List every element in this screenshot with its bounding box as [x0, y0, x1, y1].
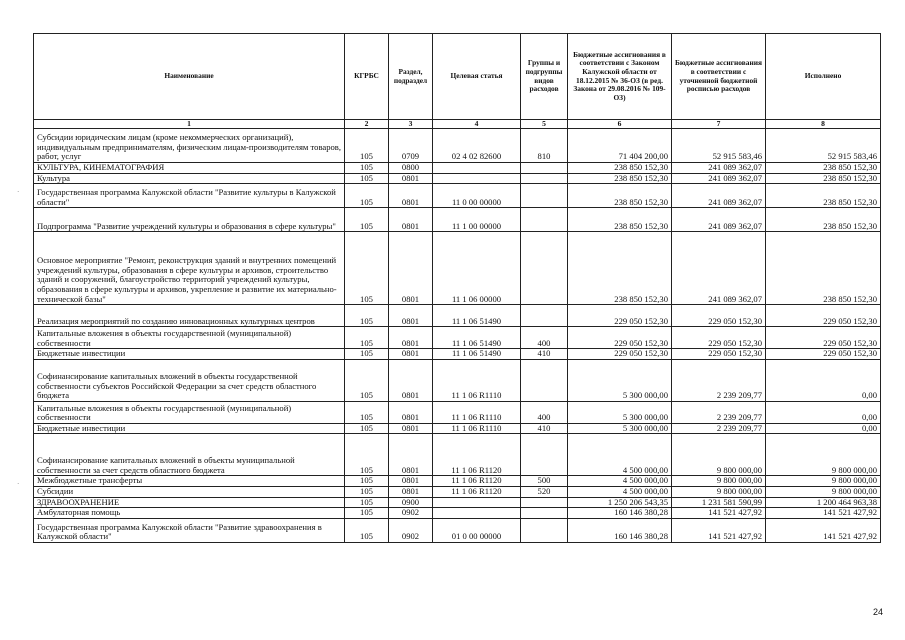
row-assigned-list: 241 089 362,07: [672, 173, 766, 184]
row-assigned-list: 241 089 362,07: [672, 184, 766, 208]
row-section: 0801: [389, 232, 433, 305]
row-assigned-law: 4 500 000,00: [568, 476, 672, 487]
row-executed: 141 521 427,92: [766, 508, 881, 519]
row-group: 400: [521, 327, 568, 349]
row-group: [521, 359, 568, 401]
row-executed: 1 200 464 963,38: [766, 497, 881, 508]
table-row: [34, 508, 881, 519]
table-row: [34, 423, 881, 434]
row-name: Реализация мероприятий по созданию инновационных культурных центров: [34, 305, 345, 327]
row-kgrbs: 105: [345, 434, 389, 476]
row-target: 11 1 06 R1120: [433, 486, 521, 497]
header-group: Группы и подгруппы видов расходов: [521, 34, 568, 120]
row-section: 0801: [389, 486, 433, 497]
header-kgrbs: КГРБС: [345, 34, 389, 120]
row-assigned-list: 2 239 209,77: [672, 359, 766, 401]
row-name: Основное мероприятие "Ремонт, реконструкция зданий и внутренних помещений учреждений культуры, образования в сфере культуры и архивов, строительство зданий и сооружений, благоустройство территорий учреждений культуры, образования в сфере культуры и архивов, укрепление и развитие их материально-технической базы": [34, 232, 345, 305]
table-row: [34, 163, 881, 174]
row-name: Субсидии юридическим лицам (кроме некоммерческих организаций), индивидуальным предпринимателям, физическим лицам-производителям товаров, работ, услуг: [34, 129, 345, 163]
row-executed: 0,00: [766, 359, 881, 401]
row-group: [521, 232, 568, 305]
column-number: 2: [345, 120, 389, 129]
row-section: 0902: [389, 518, 433, 542]
row-kgrbs: 105: [345, 497, 389, 508]
row-assigned-law: 238 850 152,30: [568, 184, 672, 208]
table-row: [34, 401, 881, 423]
table-row: [34, 486, 881, 497]
row-assigned-law: 229 050 152,30: [568, 327, 672, 349]
row-group: [521, 518, 568, 542]
row-assigned-law: 5 300 000,00: [568, 423, 672, 434]
header-assigned-list: Бюджетные ассигнования в соответствии с уточненной бюджетной росписью расходов: [672, 34, 766, 120]
row-name: Культура: [34, 173, 345, 184]
row-assigned-law: 5 300 000,00: [568, 359, 672, 401]
row-assigned-list: 2 239 209,77: [672, 401, 766, 423]
row-kgrbs: 105: [345, 518, 389, 542]
row-assigned-law: 4 500 000,00: [568, 434, 672, 476]
row-section: 0801: [389, 327, 433, 349]
row-assigned-law: 238 850 152,30: [568, 173, 672, 184]
row-section: 0801: [389, 208, 433, 232]
row-section: 0900: [389, 497, 433, 508]
row-assigned-list: 141 521 427,92: [672, 518, 766, 542]
row-assigned-law: 238 850 152,30: [568, 232, 672, 305]
row-target: 11 1 06 51490: [433, 305, 521, 327]
table-row: [34, 359, 881, 401]
row-section: 0902: [389, 508, 433, 519]
row-target: 11 1 00 00000: [433, 208, 521, 232]
column-number: 6: [568, 120, 672, 129]
row-section: 0801: [389, 434, 433, 476]
row-executed: 52 915 583,46: [766, 129, 881, 163]
table-row: [34, 232, 881, 305]
column-number: 3: [389, 120, 433, 129]
row-assigned-list: 241 089 362,07: [672, 208, 766, 232]
budget-table: [33, 33, 881, 543]
row-group: 810: [521, 129, 568, 163]
row-group: 410: [521, 349, 568, 360]
margin-mark: ·: [17, 480, 20, 488]
row-target: 02 4 02 82600: [433, 129, 521, 163]
row-section: 0801: [389, 305, 433, 327]
row-kgrbs: 105: [345, 232, 389, 305]
header-target: Целевая статья: [433, 34, 521, 120]
row-executed: 9 800 000,00: [766, 476, 881, 487]
row-target: [433, 173, 521, 184]
row-target: 11 1 06 R1110: [433, 423, 521, 434]
column-number: 1: [34, 120, 345, 129]
row-kgrbs: 105: [345, 476, 389, 487]
row-executed: 229 050 152,30: [766, 327, 881, 349]
row-kgrbs: 105: [345, 486, 389, 497]
column-number-row: [34, 120, 881, 129]
row-assigned-list: 241 089 362,07: [672, 232, 766, 305]
row-section: 0801: [389, 184, 433, 208]
row-name: Бюджетные инвестиции: [34, 423, 345, 434]
row-target: 11 1 06 R1120: [433, 476, 521, 487]
row-kgrbs: 105: [345, 305, 389, 327]
row-name: Субсидии: [34, 486, 345, 497]
header-executed: Исполнено: [766, 34, 881, 120]
row-target: [433, 508, 521, 519]
row-kgrbs: 105: [345, 208, 389, 232]
row-section: 0801: [389, 401, 433, 423]
table-row: [34, 497, 881, 508]
row-executed: 0,00: [766, 423, 881, 434]
row-section: 0801: [389, 359, 433, 401]
row-section: 0709: [389, 129, 433, 163]
row-kgrbs: 105: [345, 401, 389, 423]
row-assigned-list: 9 800 000,00: [672, 434, 766, 476]
row-kgrbs: 105: [345, 163, 389, 174]
row-section: 0801: [389, 173, 433, 184]
row-group: [521, 305, 568, 327]
page-number: 24: [872, 607, 883, 617]
table-row: [34, 173, 881, 184]
row-target: 11 1 06 R1120: [433, 434, 521, 476]
header-section: Раздел, подраздел: [389, 34, 433, 120]
row-assigned-list: 9 800 000,00: [672, 476, 766, 487]
row-target: [433, 163, 521, 174]
row-executed: 141 521 427,92: [766, 518, 881, 542]
header-name: Наименование: [34, 34, 345, 120]
row-name: Софинансирование капитальных вложений в объекты муниципальной собственности за счет средств областного бюджета: [34, 434, 345, 476]
row-assigned-law: 160 146 380,28: [568, 518, 672, 542]
row-target: 11 1 06 R1110: [433, 401, 521, 423]
row-section: 0801: [389, 423, 433, 434]
column-number: 4: [433, 120, 521, 129]
table-row: [34, 327, 881, 349]
margin-mark: ·: [17, 188, 20, 196]
row-kgrbs: 105: [345, 423, 389, 434]
row-name: Государственная программа Калужской области "Развитие здравоохранения в Калужской области": [34, 518, 345, 542]
row-executed: 9 800 000,00: [766, 434, 881, 476]
table-row: [34, 476, 881, 487]
header-row: [34, 34, 881, 120]
row-name: ЗДРАВООХРАНЕНИЕ: [34, 497, 345, 508]
row-assigned-list: 52 915 583,46: [672, 129, 766, 163]
table-row: [34, 184, 881, 208]
row-group: [521, 184, 568, 208]
row-group: 410: [521, 423, 568, 434]
row-executed: 0,00: [766, 401, 881, 423]
row-section: 0800: [389, 163, 433, 174]
row-assigned-law: 160 146 380,28: [568, 508, 672, 519]
row-target: 11 0 00 00000: [433, 184, 521, 208]
row-name: Подпрограмма "Развитие учреждений культуры и образования в сфере культуры": [34, 208, 345, 232]
row-kgrbs: 105: [345, 349, 389, 360]
column-number: 8: [766, 120, 881, 129]
row-name: Капитальные вложения в объекты государственной (муниципальной) собственности: [34, 327, 345, 349]
row-target: 01 0 00 00000: [433, 518, 521, 542]
row-kgrbs: 105: [345, 359, 389, 401]
row-assigned-list: 229 050 152,30: [672, 349, 766, 360]
table-row: [34, 129, 881, 163]
table-row: [34, 434, 881, 476]
table-row: [34, 208, 881, 232]
row-executed: 238 850 152,30: [766, 208, 881, 232]
row-assigned-law: 238 850 152,30: [568, 163, 672, 174]
row-executed: 238 850 152,30: [766, 173, 881, 184]
row-name: Софинансирование капитальных вложений в объекты государственной собственности субъектов Российской Федерации за счет средств областного бюджета: [34, 359, 345, 401]
row-group: [521, 434, 568, 476]
row-target: [433, 497, 521, 508]
row-executed: 9 800 000,00: [766, 486, 881, 497]
row-assigned-list: 1 231 581 590,99: [672, 497, 766, 508]
row-name: Амбулаторная помощь: [34, 508, 345, 519]
row-assigned-list: 141 521 427,92: [672, 508, 766, 519]
row-group: 520: [521, 486, 568, 497]
row-name: Государственная программа Калужской области "Развитие культуры в Калужской области": [34, 184, 345, 208]
row-assigned-law: 238 850 152,30: [568, 208, 672, 232]
row-assigned-list: 2 239 209,77: [672, 423, 766, 434]
row-target: 11 1 06 51490: [433, 349, 521, 360]
row-executed: 238 850 152,30: [766, 184, 881, 208]
row-assigned-list: 241 089 362,07: [672, 163, 766, 174]
row-name: КУЛЬТУРА, КИНЕМАТОГРАФИЯ: [34, 163, 345, 174]
table-body: [34, 129, 881, 543]
row-assigned-law: 229 050 152,30: [568, 305, 672, 327]
row-target: 11 1 06 R1110: [433, 359, 521, 401]
row-group: 400: [521, 401, 568, 423]
row-assigned-list: 229 050 152,30: [672, 305, 766, 327]
table-row: [34, 349, 881, 360]
row-kgrbs: 105: [345, 327, 389, 349]
row-kgrbs: 105: [345, 508, 389, 519]
header-assigned-law: Бюджетные ассигнования в соответствии с Законом Калужской области от 18.12.2015 № 36-ОЗ (в ред. Закона от 29.08.2016 № 109-ОЗ): [568, 34, 672, 120]
row-assigned-law: 71 404 200,00: [568, 129, 672, 163]
table-row: [34, 305, 881, 327]
column-number: 5: [521, 120, 568, 129]
row-executed: 238 850 152,30: [766, 232, 881, 305]
row-group: [521, 497, 568, 508]
column-number: 7: [672, 120, 766, 129]
row-assigned-law: 1 250 206 543,35: [568, 497, 672, 508]
row-assigned-law: 4 500 000,00: [568, 486, 672, 497]
row-target: 11 1 06 51490: [433, 327, 521, 349]
row-assigned-law: 229 050 152,30: [568, 349, 672, 360]
row-name: Капитальные вложения в объекты государственной (муниципальной) собственности: [34, 401, 345, 423]
row-section: 0801: [389, 349, 433, 360]
row-assigned-list: 229 050 152,30: [672, 327, 766, 349]
row-group: 500: [521, 476, 568, 487]
row-group: [521, 163, 568, 174]
row-kgrbs: 105: [345, 129, 389, 163]
row-group: [521, 508, 568, 519]
row-assigned-law: 5 300 000,00: [568, 401, 672, 423]
row-kgrbs: 105: [345, 173, 389, 184]
row-group: [521, 208, 568, 232]
row-group: [521, 173, 568, 184]
row-kgrbs: 105: [345, 184, 389, 208]
table-row: [34, 518, 881, 542]
row-target: 11 1 06 00000: [433, 232, 521, 305]
row-assigned-list: 9 800 000,00: [672, 486, 766, 497]
row-section: 0801: [389, 476, 433, 487]
row-name: Межбюджетные трансферты: [34, 476, 345, 487]
row-executed: 238 850 152,30: [766, 163, 881, 174]
row-executed: 229 050 152,30: [766, 349, 881, 360]
row-executed: 229 050 152,30: [766, 305, 881, 327]
row-name: Бюджетные инвестиции: [34, 349, 345, 360]
